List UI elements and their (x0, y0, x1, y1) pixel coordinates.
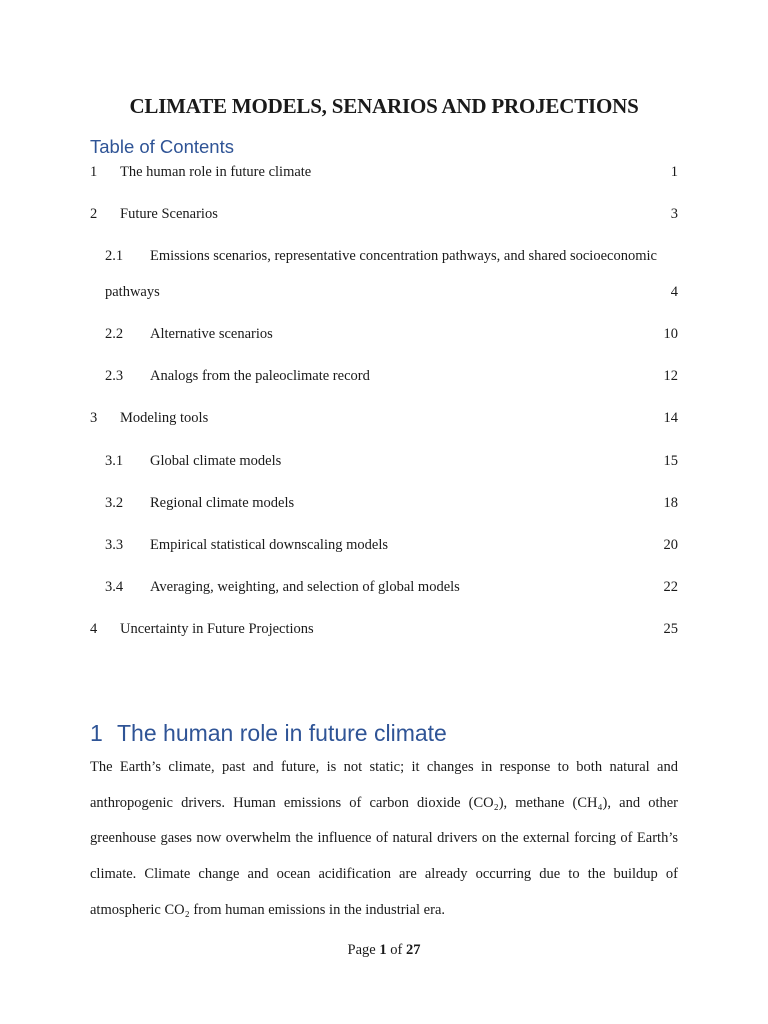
toc-number: 3.3 (105, 537, 124, 553)
toc-number: 3 (90, 410, 98, 426)
toc-number: 3.2 (105, 495, 124, 511)
toc-title: Analogs from the paleoclimate record (150, 368, 370, 384)
toc-number: 2.3 (105, 368, 124, 384)
footer-separator: of (390, 942, 403, 958)
toc-title: Global climate models (150, 453, 282, 469)
toc-page-number: 12 (663, 368, 678, 384)
toc-title: The human role in future climate (120, 164, 312, 180)
toc-page-number: 10 (663, 326, 678, 342)
toc-title: Future Scenarios (120, 206, 218, 222)
toc-number: 2.1 (105, 248, 124, 264)
toc-number: 2.2 (105, 326, 124, 342)
toc-page-number: 14 (663, 410, 678, 426)
toc-page-number: 4 (670, 284, 678, 300)
body-text-line: climate. Climate change and ocean acidification are already occurring due to the buildup of (90, 866, 678, 882)
footer-prefix: Page (347, 942, 376, 958)
toc-page-number: 1 (670, 164, 678, 180)
page-footer (0, 942, 768, 959)
toc-number: 3.4 (105, 579, 124, 595)
section-heading (90, 720, 447, 747)
toc-title: Alternative scenarios (150, 326, 273, 342)
toc-number: 4 (90, 621, 98, 637)
toc-title: Emissions scenarios, representative concentration pathways, and shared socioeconomic (150, 248, 657, 264)
toc-title: Modeling tools (120, 410, 209, 426)
current-page-number: 1 (379, 942, 387, 958)
toc-title: Regional climate models (150, 495, 295, 511)
toc-number: 3.1 (105, 453, 124, 469)
section-number: 1 (90, 720, 103, 746)
toc-title: Empirical statistical downscaling models (150, 537, 388, 553)
toc-title-continuation: pathways (105, 284, 160, 300)
total-page-count: 27 (405, 942, 421, 958)
body-text-line: The Earth’s climate, past and future, is not static; it changes in response to both natural and (90, 759, 678, 775)
toc-heading: Table of Contents (90, 136, 234, 157)
body-text-line: anthropogenic drivers. Human emissions of carbon dioxide (CO₂), methane (CH₄), and other (90, 795, 678, 811)
toc-number: 2 (90, 206, 98, 222)
document-title: CLIMATE MODELS, SENARIOS AND PROJECTIONS (129, 94, 639, 118)
toc-title: Uncertainty in Future Projections (120, 621, 314, 637)
toc-page-number: 15 (663, 453, 678, 469)
toc-number: 1 (90, 164, 98, 180)
toc-page-number: 22 (663, 579, 678, 595)
body-text-line: greenhouse gases now overwhelm the influence of natural drivers on the external forcing of Earth’s (90, 830, 678, 846)
section-title: The human role in future climate (117, 720, 447, 746)
toc-page-number: 25 (663, 621, 678, 637)
toc-title: Averaging, weighting, and selection of global models (150, 579, 460, 595)
toc-page-number: 20 (663, 537, 678, 553)
toc-page-number: 18 (663, 495, 678, 511)
toc-page-number: 3 (670, 206, 678, 222)
body-text-line: atmospheric CO₂ from human emissions in the industrial era. (90, 902, 446, 918)
